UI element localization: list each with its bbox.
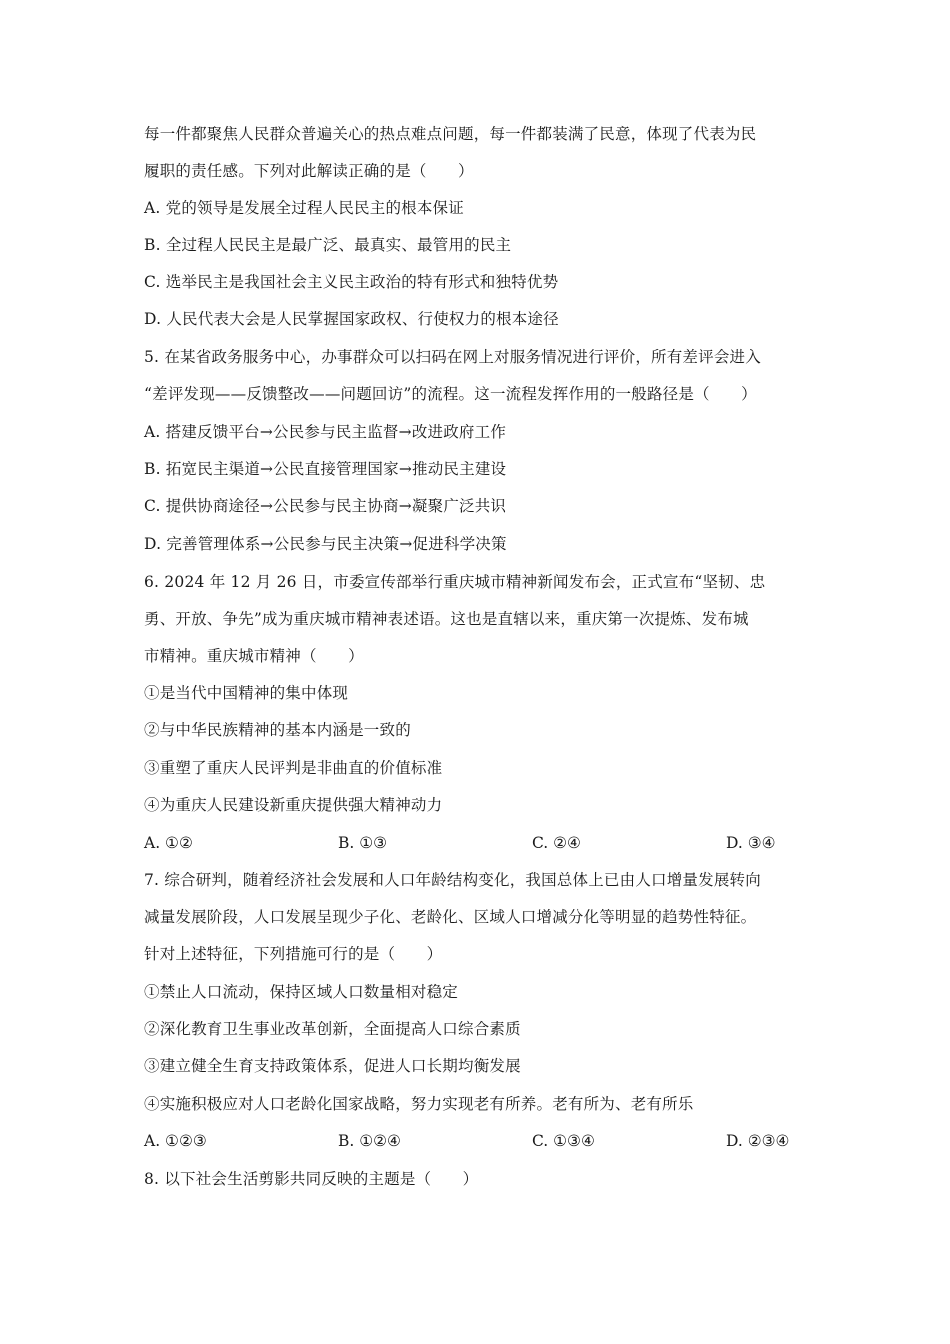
q4-option-c: C. 选举民主是我国社会主义民主政治的特有形式和独特优势 (144, 273, 559, 291)
q6-choices-row (144, 833, 814, 853)
q6-text-line-1: 6. 2024 年 12 月 26 日，市委宣传部举行重庆城市精神新闻发布会，正式宣布“坚韧、忠 (144, 573, 766, 591)
q7-choice-d: D. ②③④ (726, 1132, 790, 1150)
q7-choice-a: A. ①②③ (144, 1132, 207, 1150)
q7-text-line-3: 针对上述特征，下列措施可行的是（ ） (144, 945, 443, 963)
q6-choice-a: A. ①② (144, 834, 193, 852)
q6-choice-d: D. ③④ (726, 834, 776, 852)
q6-statement-2: ②与中华民族精神的基本内涵是一致的 (144, 721, 411, 739)
q5-text-line-2: “差评发现——反馈整改——问题回访”的流程。这一流程发挥作用的一般路径是（ ） (144, 385, 757, 403)
q6-choice-c: C. ②④ (532, 834, 581, 852)
q6-statement-4: ④为重庆人民建设新重庆提供强大精神动力 (144, 796, 443, 814)
q5-option-a: A. 搭建反馈平台→公民参与民主监督→改进政府工作 (144, 423, 507, 441)
q5-text-line-1: 5. 在某省政务服务中心，办事群众可以扫码在网上对服务情况进行评价，所有差评会进入 (144, 348, 761, 366)
q5-option-d: D. 完善管理体系→公民参与民主决策→促进科学决策 (144, 535, 507, 553)
q7-text-line-2: 减量发展阶段，人口发展呈现少子化、老龄化、区域人口增减分化等明显的趋势性特征。 (144, 908, 757, 926)
q6-statement-3: ③重塑了重庆人民评判是非曲直的价值标准 (144, 759, 443, 777)
q4-option-a: A. 党的领导是发展全过程人民民主的根本保证 (144, 199, 464, 217)
q5-option-b: B. 拓宽民主渠道→公民直接管理国家→推动民主建设 (144, 460, 507, 478)
q7-text-line-1: 7. 综合研判，随着经济社会发展和人口年龄结构变化，我国总体上已由人口增量发展转向 (144, 871, 761, 889)
q7-choice-c: C. ①③④ (532, 1132, 595, 1150)
q6-choice-b: B. ①③ (338, 834, 388, 852)
q4-option-d: D. 人民代表大会是人民掌握国家政权、行使权力的根本途径 (144, 310, 559, 328)
q4-option-b: B. 全过程人民民主是最广泛、最真实、最管用的民主 (144, 236, 512, 254)
q7-statement-1: ①禁止人口流动，保持区域人口数量相对稳定 (144, 983, 459, 1001)
q7-choice-b: B. ①②④ (338, 1132, 401, 1150)
q4-text-line-2: 履职的责任感。下列对此解读正确的是（ ） (144, 162, 474, 180)
q8-text-line-1: 8. 以下社会生活剪影共同反映的主题是（ ） (144, 1170, 479, 1188)
q7-statement-4: ④实施积极应对人口老龄化国家战略，努力实现老有所养。老有所为、老有所乐 (144, 1095, 694, 1113)
q7-choices-row (144, 1131, 814, 1151)
q6-statement-1: ①是当代中国精神的集中体现 (144, 684, 349, 702)
q7-statement-3: ③建立健全生育支持政策体系，促进人口长期均衡发展 (144, 1057, 521, 1075)
q7-statement-2: ②深化教育卫生事业改革创新，全面提高人口综合素质 (144, 1020, 521, 1038)
q6-text-line-2: 勇、开放、争先”成为重庆城市精神表述语。这也是直辖以来，重庆第一次提炼、发布城 (144, 610, 749, 628)
q6-text-line-3: 市精神。重庆城市精神（ ） (144, 647, 364, 665)
q4-text-line-1: 每一件都聚焦人民群众普遍关心的热点难点问题，每一件都装满了民意，体现了代表为民 (144, 125, 757, 143)
q5-option-c: C. 提供协商途径→公民参与民主协商→凝聚广泛共识 (144, 497, 507, 515)
